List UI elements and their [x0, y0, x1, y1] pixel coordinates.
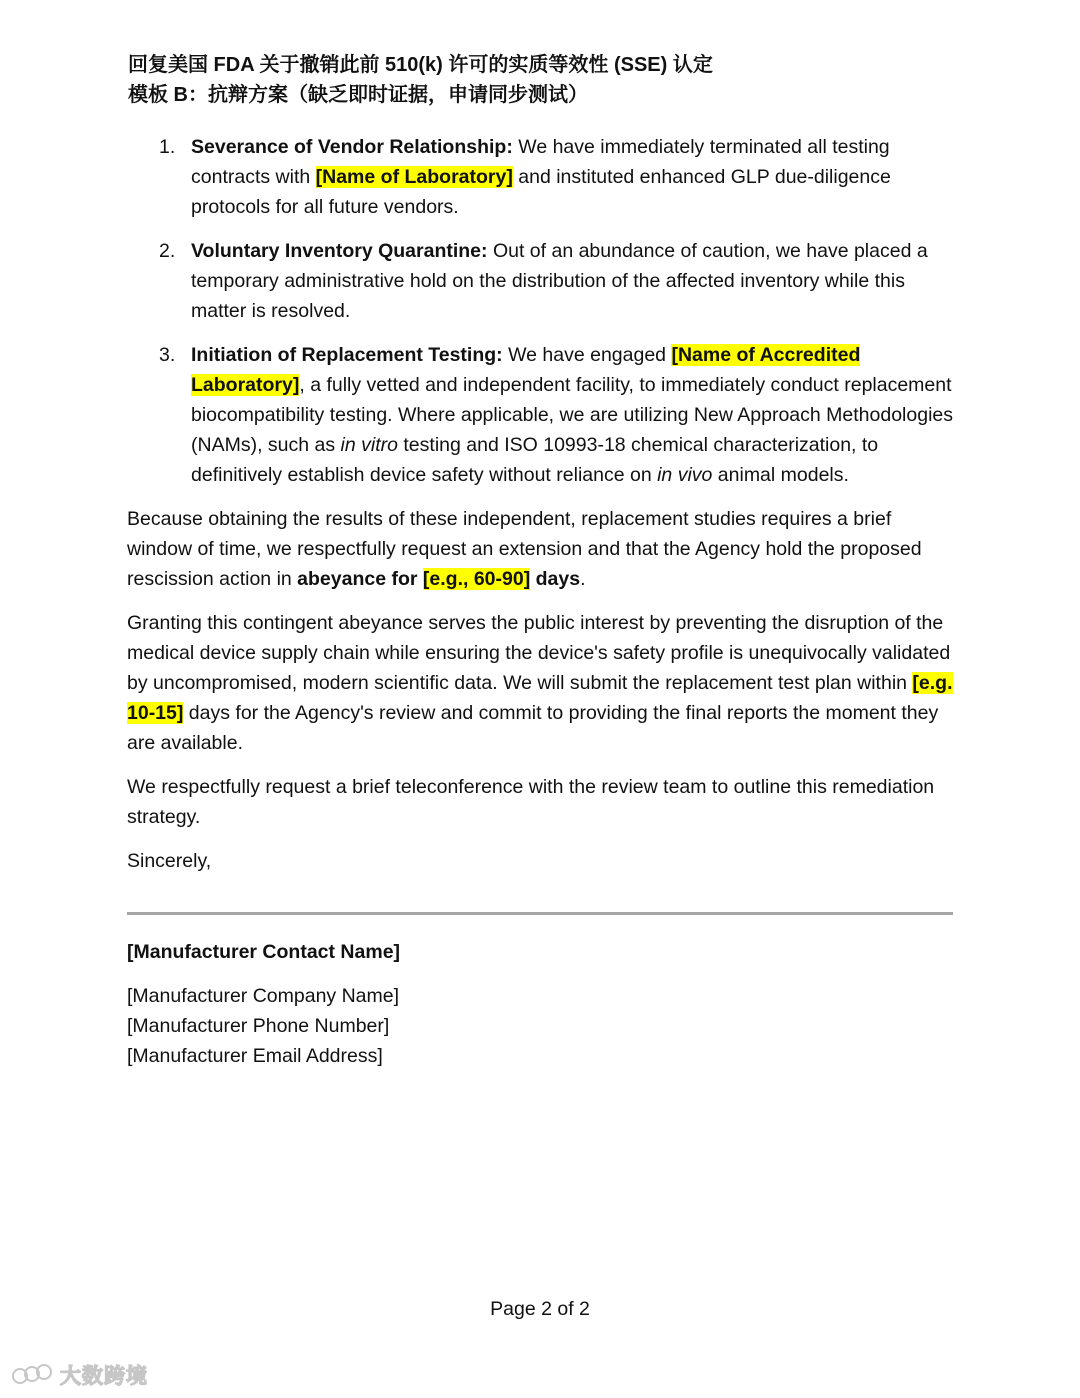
- header-title-line-1: 回复美国 FDA 关于撤销此前 510(k) 许可的实质等效性 (SSE) 认定: [128, 54, 713, 76]
- paragraph-teleconference: We respectfully request a brief teleconference with the review team to outline this remediation strategy.: [127, 776, 935, 828]
- closing-salutation: Sincerely,: [127, 850, 212, 872]
- watermark-text: 大数跨境: [60, 1364, 148, 1388]
- phone-number: [Manufacturer Phone Number]: [127, 1015, 390, 1037]
- letter-body: [127, 132, 957, 1071]
- list-item-text: We have immediately terminated all testing contracts with: [191, 136, 890, 188]
- list-item-text: Out of an abundance of caution, we have placed a temporary administrative hold on the distribution of the affected inventory while this matter is resolved.: [191, 240, 928, 322]
- email-address: [Manufacturer Email Address]: [127, 1045, 383, 1067]
- list-item-text: animal models.: [712, 464, 849, 486]
- document-header: [128, 50, 968, 110]
- list-item-number: 3.: [159, 344, 176, 366]
- list-item-title: Voluntary Inventory Quarantine:: [191, 240, 488, 262]
- paragraph-public-interest: [127, 608, 957, 758]
- paragraph-text: days for the Agency's review and commit to providing the final reports the moment they are available.: [127, 702, 939, 754]
- placeholder-highlight: [Name of Accredited Laboratory]: [191, 344, 861, 396]
- italic-term: in vitro: [340, 434, 398, 456]
- watermark-logo-icon: [10, 1361, 54, 1389]
- italic-term: in vivo: [657, 464, 713, 486]
- list-item-number: 2.: [159, 240, 176, 262]
- paragraph-abeyance-request: [127, 504, 957, 594]
- signature-line: [127, 912, 953, 915]
- contact-details: [127, 981, 957, 1071]
- list-item: [127, 340, 957, 490]
- list-item: [127, 132, 957, 222]
- placeholder-highlight: [e.g., 60-90]: [422, 568, 531, 590]
- remediation-steps-list: [127, 132, 957, 490]
- list-item-text: , a fully vetted and independent facility, to immediately conduct replacement biocompatibility testing. Where applicable, we are utilizing New Approach Methodologies (NAMs), such as: [191, 374, 953, 456]
- list-item-text: and instituted enhanced GLP due-diligence protocols for all future vendors.: [191, 166, 891, 218]
- company-name: [Manufacturer Company Name]: [127, 985, 400, 1007]
- list-item-title: Initiation of Replacement Testing:: [191, 344, 503, 366]
- placeholder-highlight: [e.g. 10-15]: [127, 672, 953, 724]
- list-item-text: We have engaged: [502, 344, 672, 366]
- bold-text: abeyance for: [297, 568, 423, 590]
- paragraph-text: Granting this contingent abeyance serves the public interest by preventing the disruption of the medical device supply chain while ensuring the device's safety profile is unequivocally validated by uncompromised, modern scientific data. We will submit the replacement test plan within: [127, 612, 951, 694]
- header-title-line-2: 模板 B：抗辩方案（缺乏即时证据，申请同步测试）: [128, 84, 588, 106]
- paragraph-text: Because obtaining the results of these independent, replacement studies requires a brief window of time, we respectfully request an extension and that the Agency hold the proposed rescission action in: [127, 508, 922, 590]
- signature-space: [127, 890, 957, 912]
- list-item-text: testing and ISO 10993-18 chemical characterization, to definitively establish device safety without reliance on: [191, 434, 879, 486]
- page-number: Page 2 of 2: [490, 1298, 590, 1320]
- list-item: [127, 236, 957, 326]
- watermark: [10, 1360, 148, 1390]
- paragraph-text: .: [580, 568, 586, 590]
- bold-text: days: [530, 568, 581, 590]
- list-item-number: 1.: [159, 136, 176, 158]
- placeholder-highlight: [Name of Laboratory]: [315, 166, 513, 188]
- contact-name: [Manufacturer Contact Name]: [127, 941, 401, 963]
- list-item-title: Severance of Vendor Relationship:: [191, 136, 513, 158]
